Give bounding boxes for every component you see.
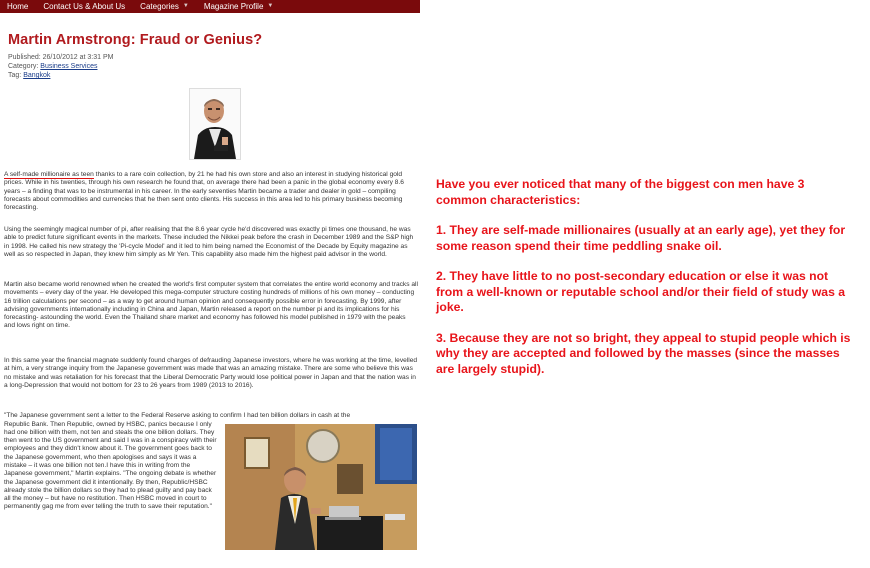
nav-home[interactable] [0,0,36,13]
annotation-commentary [436,177,851,392]
page-title: Martin Armstrong: Fraud or Genius? [8,32,263,48]
annotation-point-1: 1. They are self-made millionaires (usually at an early age), yet they for some reason spend their time peddling snake oil. [436,223,846,253]
lecture-photo [225,424,417,550]
top-nav-bar [0,0,420,13]
article-paragraph-3: Martin also became world renowned when he created the world's first computer system that correlates the entire world economy and tracks all movements – every day of the year. He developed this mega-computer structure costing hundreds of millions of his own money – conducting 16 trillion calculations per second – as a way to get around human opinion and consequently possible error in forecasting. By 1999, after advising governments internationally including in China and Japan, Martin released a report on the number pi and its implications for his forecasting- astounding the world. Even the Thailand share market and economy has followed his model published in 1979 with the peaks and lows right on time. [4,281,418,330]
nav-magazine-profile[interactable] [197,0,282,13]
nav-contact-label: Contact Us & About Us [43,2,126,11]
published-date: Published: 26/10/2012 at 3:31 PM [8,54,114,61]
article-paragraph-5-first-line: "The Japanese government sent a letter to the Federal Reserve asking to confirm I had ten billion dollars in cash at the [4,412,351,419]
nav-categories-label: Categories [140,2,179,11]
nav-categories[interactable] [133,0,197,13]
category-prefix: Category: [8,63,41,70]
tag-link[interactable]: Bangkok [23,72,51,79]
annotation-point-2: 2. They have little to no post-secondary education or else it was not from a well-known or reputable school and/or their field of study was a joke. [436,269,846,314]
nav-contact-about[interactable] [36,0,133,13]
article [4,18,418,511]
highlighted-phrase: A self-made millionaire as teen [4,171,94,178]
article-paragraph-5: Republic Bank. Then Republic, owned by HSBC, panics because I only had one billion with them, not ten and steals the one billion dollars. They then went to the US government and said I was in a conspiracy with their employees and they didn't know about it. The government goes back to the Japanese government, who then apologises and says it was a mistake – it was one billion not ten.I have this in writing from the Japanese government," Martin explains. "The ongoing debate is whether the Japanese government did it intentionally. By then, Republic/HSBC already stole the billion dollars so they had to plead guilty and pay back all the money – but have no restitution. Then HSBC moved in court to permanently gag me from ever telling the truth to save their reputation." [4,420,217,511]
annotation-intro: Have you ever noticed that many of the biggest con men have 3 common characteristics: [436,177,805,207]
article-meta [4,53,418,80]
category-link[interactable]: Business Services [40,63,98,70]
chevron-down-icon: ▼ [182,3,189,9]
tag-prefix: Tag: [8,72,24,79]
category-line [8,62,418,71]
article-paragraph-2: Using the seemingly magical number of pi, after realising that the 8.6 year cycle he'd discovered was exactly pi times one thousand, he was able to predict future significant events in the markets. These included the Nikkei peak before the crash in December 1989 and the S&P high in 1998. He called his new strategy the 'Pi-cycle Model' and it led to him being named the Economist of the Decade by Equity magazine as well as so respected in Japan, they knew him simply as Mr Yen. This capability also made him the highest paid advisor in the world. [4,226,414,258]
nav-magazine-label: Magazine Profile [203,2,264,11]
tag-line [8,71,418,80]
annotation-point-3: 3. Because they are not so bright, they appeal to stupid people which is why they are accepted and followed by the masses (since the masses are largely stupid). [436,330,851,376]
portrait-photo [189,88,241,160]
chevron-down-icon: ▼ [267,3,274,9]
article-paragraph-4: In this same year the financial magnate suddenly found charges of defrauding Japanese investors, where he was working at the time, levelled at him, a very strange inquiry from the Japanese government was made that was an amazing mistake. There are some who believe this was no mistake and was retaliation for his forecast that the Liberal Democratic Party would lose political power in Japan and that the nation was in a long-Depression that would not bottom for 23 to 26 years from 1989 (2013 to 2016). [4,357,418,389]
article-paragraph-1 [4,171,418,212]
paragraph-1-text: thanks to a rare coin collection, by 21 he had his own store and also an interest in studying historical gold prices. While in his twenties, through his own research he found that, on average there had been a panic in the global economy every 8.6 years – a finding that was to be instrumental in his career. In the early seventies Martin became a trader and dealer in gold – compiling forecasts about commodities and currencies that he then sent onto clients. His success in this area led to his primary business becoming forecasting. [4,171,404,212]
nav-home-label: Home [7,2,29,11]
